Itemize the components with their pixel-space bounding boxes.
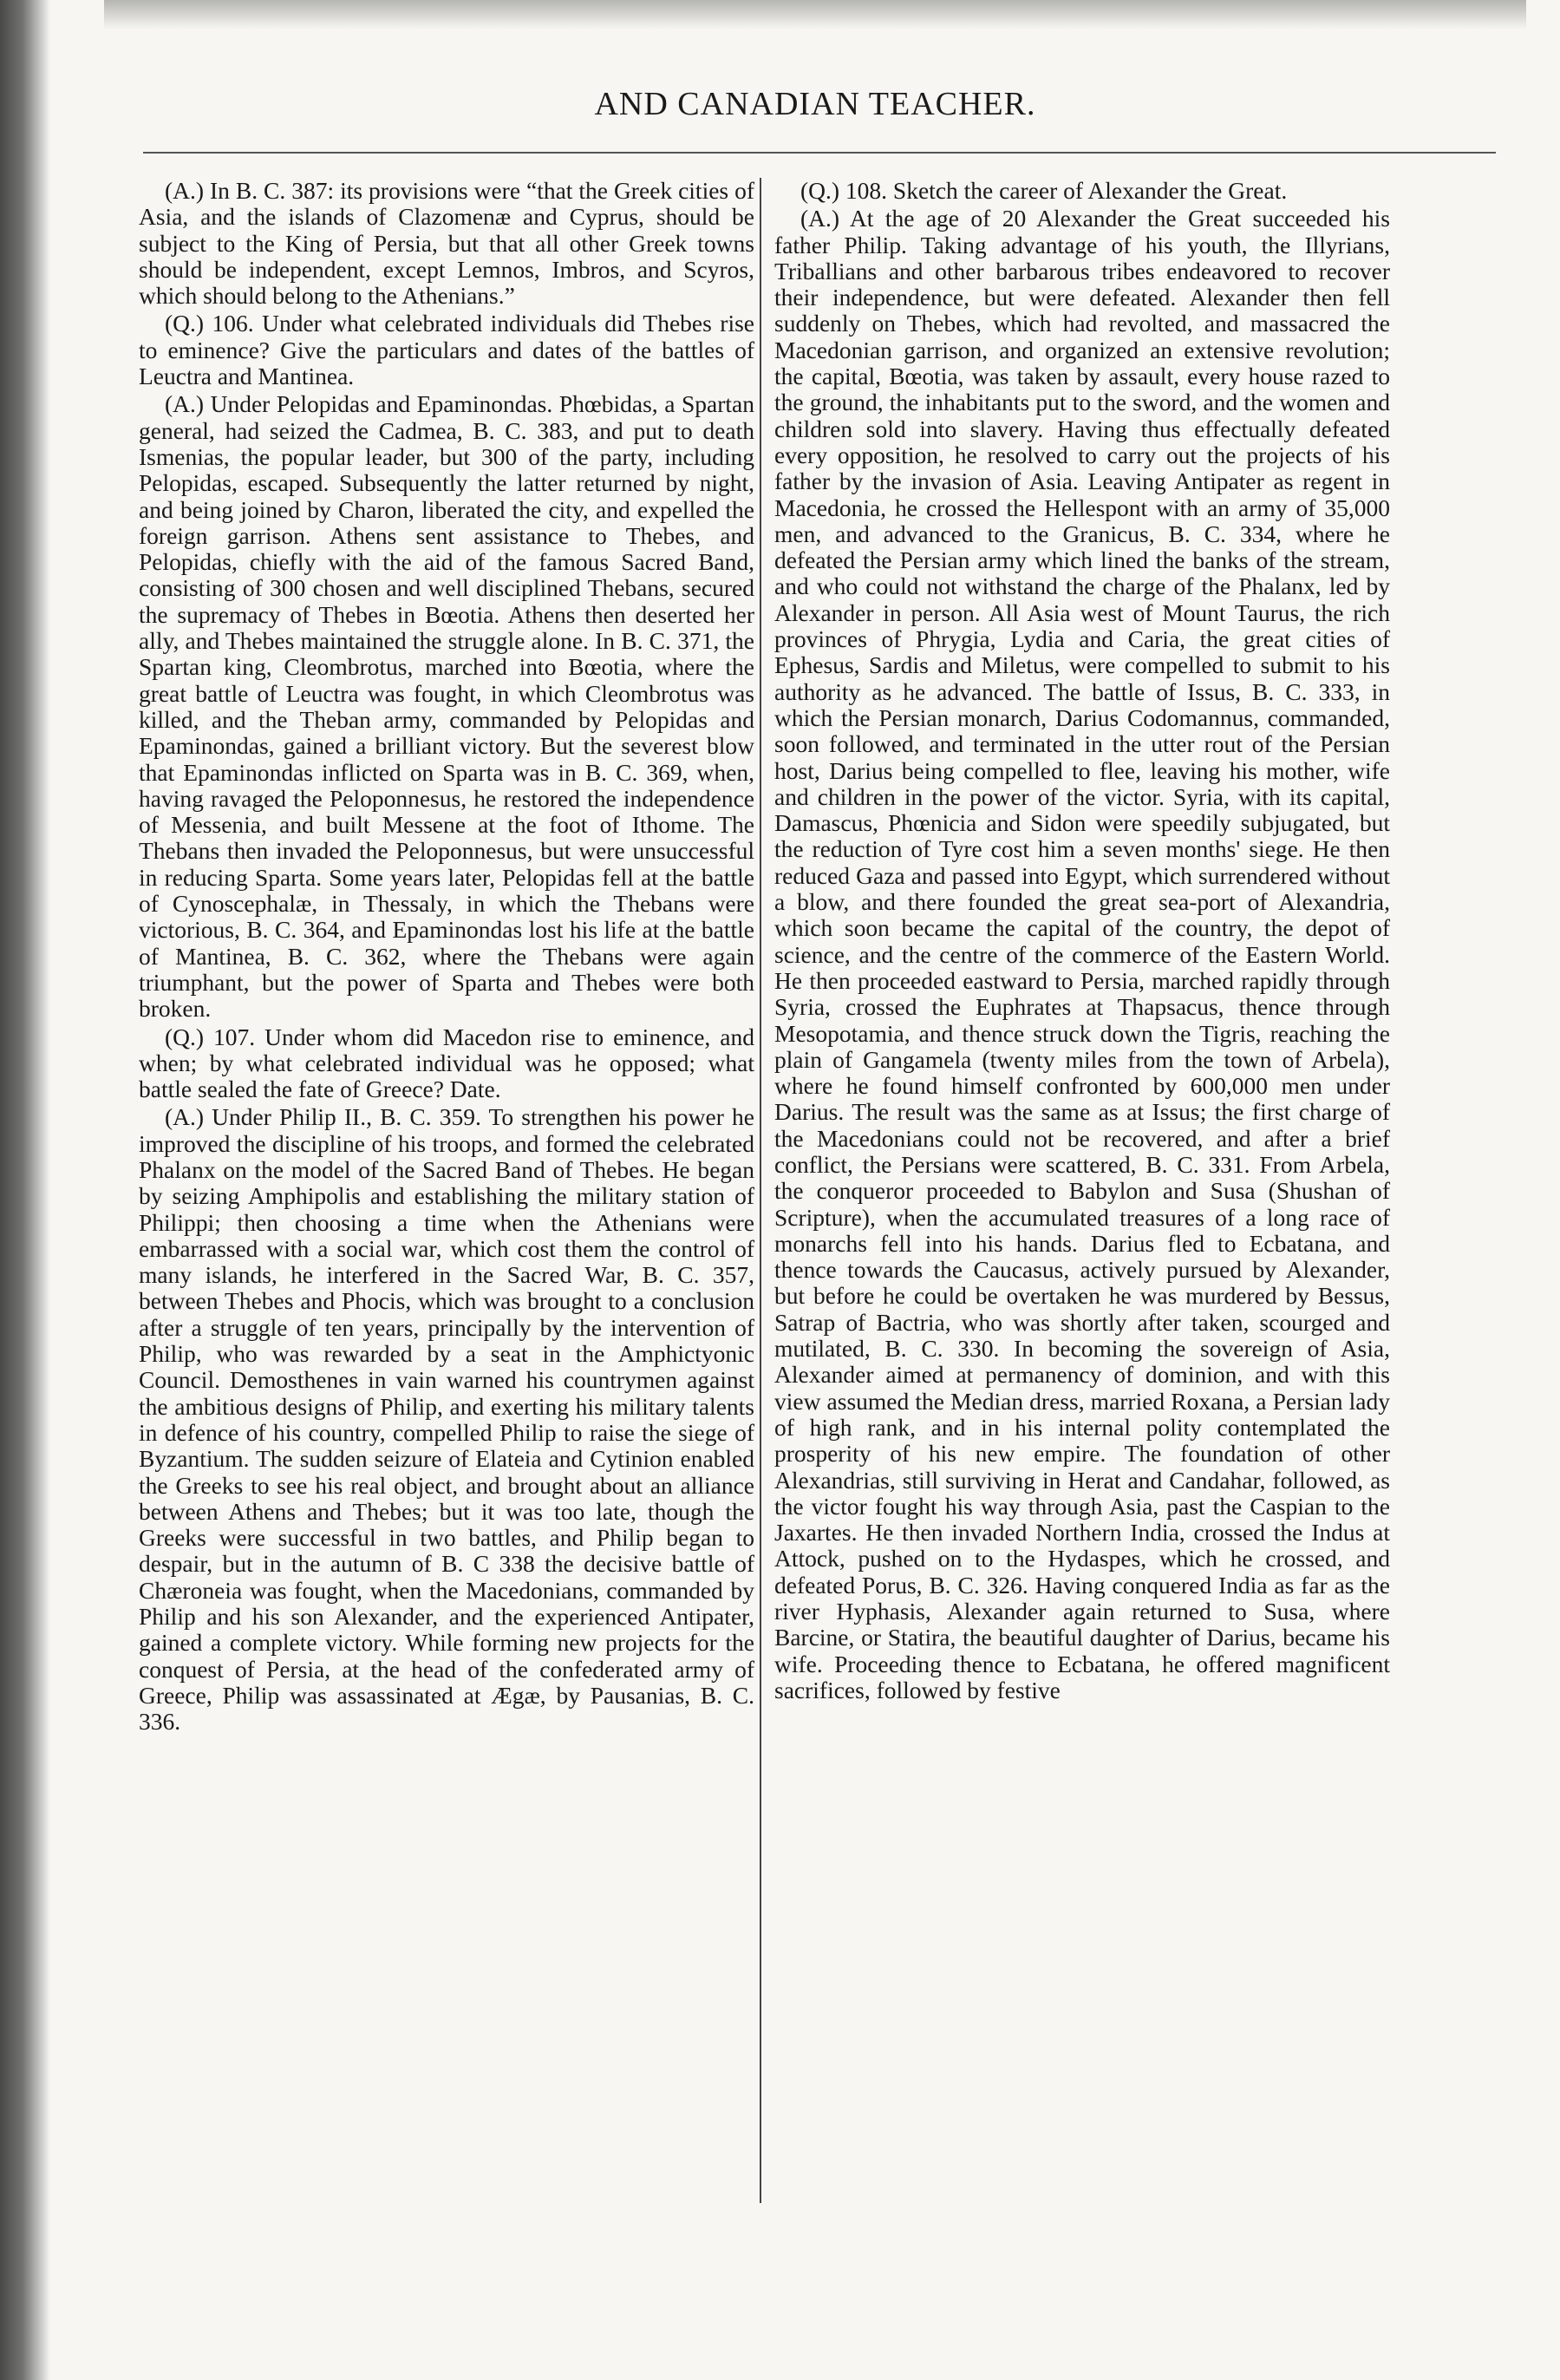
column-divider <box>760 178 761 2203</box>
paragraph: (Q.) 107. Under whom did Macedon rise to eminence, and when; by what celebrated individual was he opposed; what battle sealed the fate of Greece? Date. <box>139 1023 754 1103</box>
paragraph: (A.) Under Pelopidas and Epaminondas. Phœbidas, a Spartan general, had seized the Cadmea, B. C. 383, and put to death Ismenias, the popular leader, but 300 of the party, including Pelopidas, escaped. Subsequently the latter returned by night, and being joined by Charon, liberated the city, and expelled the foreign garrison. Athens sent assistance to Thebes, and Pelopidas, chiefly with the aid of the famous Sacred Band, consisting of 300 chosen and well disciplined Thebans, secured the supremacy of Thebes in Bœotia. Athens then deserted her ally, and Thebes maintained the struggle alone. In B. C. 371, the Spartan king, Cleombrotus, marched into Bœotia, where the great battle of Leuctra was fought, in which Cleombrotus was killed, and the Theban army, commanded by Pelopidas and Epaminondas, gained a brilliant victory. But the severest blow that Epaminondas inflicted on Sparta was in B. C. 369, when, having ravaged the Peloponnesus, he restored the independence of Messenia, and built Messene at the foot of Ithome. The Thebans then invaded the Peloponnesus, but were unsuccessful in reducing Sparta. Some years later, Pelopidas fell at the battle of Cynoscephalæ, in Thessaly, in which the Thebans were victorious, B. C. 364, and Epaminondas lost his life at the battle of Mantinea, B. C. 362, where the Thebans were again triumphant, but the power of Sparta and Thebes were both broken. <box>139 390 754 1023</box>
paragraph: (A.) Under Philip II., B. C. 359. To strengthen his power he improved the discipline of his troops, and formed the celebrated Phalanx on the model of the Sacred Band of Thebes. He began by seizing Amphipolis and establishing the military station of Philippi; then choosing a time when the Athenians were embarrassed with a social war, which cost them the control of many islands, he interfered in the Sacred War, B. C. 357, between Thebes and Phocis, which was brought to a conclusion after a struggle of ten years, principally by the intervention of Philip, who was rewarded by a seat in the Amphictyonic Council. Demosthenes in vain warned his countrymen against the ambitious designs of Philip, and exerting his military talents in defence of his country, compelled Philip to raise the siege of Byzantium. The sudden seizure of Elateia and Cytinion enabled the Greeks to see his real object, and brought about an alliance between Athens and Thebes; but it was too late, though the Greeks were successful in two battles, and Philip began to despair, but in the autumn of B. C 338 the decisive battle of Chæroneia was fought, when the Macedonians, commanded by Philip and his son Alexander, and the experienced Antipater, gained a complete victory. While forming new projects for the conquest of Persia, at the head of the confederated army of Greece, Philip was assassinated at Ægæ, by Pausanias, B. C. 336. <box>139 1103 754 1736</box>
left-column <box>139 178 754 1737</box>
paragraph: (A.) At the age of 20 Alexander the Great succeeded his father Philip. Taking advantage of his youth, the Illyrians, Triballians and other barbarous tribes endeavored to recover their independence, but were defeated. Alexander then fell suddenly on Thebes, which had revolted, and massacred the Macedonian garrison, and organized an extensive revolution; the capital, Bœotia, was taken by assault, every house razed to the ground, the inhabitants put to the sword, and the women and children sold into slavery. Having thus effectually defeated every opposition, he resolved to carry out the projects of his father by the invasion of Asia. Leaving Antipater as regent in Macedonia, he crossed the Hellespont with an army of 35,000 men, and advanced to the Granicus, B. C. 334, where he defeated the Persian army which lined the banks of the stream, and who could not withstand the charge of the Phalanx, led by Alexander in person. All Asia west of Mount Taurus, the rich provinces of Phrygia, Lydia and Caria, the great cities of Ephesus, Sardis and Miletus, were compelled to submit to his authority as he advanced. The battle of Issus, B. C. 333, in which the Persian monarch, Darius Codomannus, commanded, soon followed, and terminated in the utter rout of the Persian host, Darius being compelled to flee, leaving his mother, wife and children in the power of the victor. Syria, with its capital, Damascus, Phœnicia and Sidon were speedily subjugated, but the reduction of Tyre cost him a seven months' siege. He then reduced Gaza and passed into Egypt, which surrendered without a blow, and there founded the great sea-port of Alexandria, which soon became the capital of the country, the depot of science, and the centre of the commerce of the Eastern World. He then proceeded eastward to Persia, marched rapidly through Syria, crossed the Euphrates at Thapsacus, thence through Mesopotamia, and thence struck down the Tigris, reaching the plain of Gangamela (twenty miles from the town of Arbela), where he found himself confronted by 600,000 men under Darius. The result was the same as at Issus; the first charge of the Macedonians could not be recovered, and after a brief conflict, the Persians were scattered, B. C. 331. From Arbela, the conqueror proceeded to Babylon and Susa (Shushan of Scripture), when the accumulated treasures of a long race of monarchs fell into his hands. Darius fled to Ecbatana, and thence towards the Caucasus, actively pursued by Alexander, but before he could be overtaken he was murdered by Bessus, Satrap of Bactria, who was shortly after taken, scourged and mutilated, B. C. 330. In becoming the sovereign of Asia, Alexander aimed at permanency of dominion, and with this view assumed the Median dress, married Roxana, a Persian lady of high rank, and in his internal polity contemplated the prosperity of his new empire. The foundation of other Alexandrias, still surviving in Herat and Candahar, followed, as the victor fought his way through Asia, past the Caspian to the Jaxartes. He then invaded Northern India, crossed the Indus at Attock, pushed on to the Hydaspes, which he crossed, and defeated Porus, B. C. 326. Having conquered India as far as the river Hyphasis, Alexander again returned to Susa, where Barcine, or Statira, the beautiful daughter of Darius, became his wife. Proceeding thence to Ecbatana, he offered magnificent sacrifices, followed by festive <box>774 205 1390 1703</box>
page-top-edge <box>104 0 1526 29</box>
page-binding-edge <box>0 0 50 2380</box>
running-header: AND CANADIAN TEACHER. <box>594 86 1036 122</box>
right-column <box>774 178 1390 1705</box>
paragraph: (A.) In B. C. 387: its provisions were “that the Greek cities of Asia, and the islands of Clazomenæ and Cyprus, should be subject to the King of Persia, but that all other Greek towns should be independent, except Lemnos, Imbros, and Scyros, which should belong to the Athenians.” <box>139 177 754 310</box>
paragraph: (Q.) 108. Sketch the career of Alexander the Great. <box>800 177 1288 204</box>
paragraph: (Q.) 106. Under what celebrated individuals did Thebes rise to eminence? Give the particulars and dates of the battles of Leuctra and Mantinea. <box>139 310 754 390</box>
header-rule <box>143 152 1496 154</box>
